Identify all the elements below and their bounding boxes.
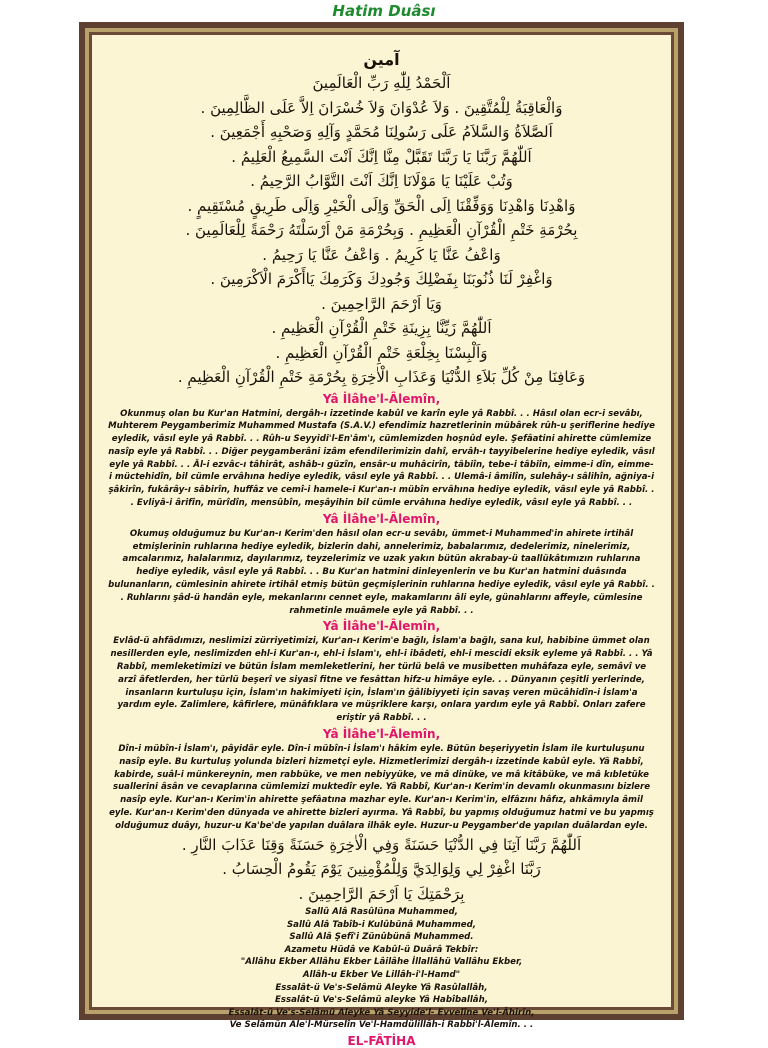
closing-line: Allâh-u Ekber Ve Lillâh-i'l-Hamd" xyxy=(302,970,461,981)
document-frame xyxy=(79,22,684,1048)
section-title: Yâ İlâhe'l-Âlemîn, xyxy=(322,619,441,634)
arabic-line: وَالْعَاقِبَةُ لِلْمُتَّقِينَ . وَلاَ عُدْوَانَ وَلاَ خُسْرَانَ اِلاَّ عَلَى الظَّالِمِينَ . xyxy=(200,98,563,117)
arabic-line: وَاعْفُ عَنَّا يَا كَرِيمُ . وَاعْفُ عَنَّا يَا رَحِيمُ . xyxy=(262,245,501,264)
section-title: Yâ İlâhe'l-Âlemîn, xyxy=(322,391,441,406)
section-title: Yâ İlâhe'l-Âlemîn, xyxy=(322,511,441,526)
closing-line: Sallû Alâ Şefî'i Zünûbünâ Muhammed. xyxy=(289,932,474,943)
arabic-line: وَيَا اَرْحَمَ الرَّاحِمِينَ . xyxy=(321,294,442,313)
arabic-line: وَاهْدِنَا وَاهْدِنَا وَوَفِّقْنَا اِلَى الْحَقِّ وَاِلَى الْخَيْرِ وَاِلَى طَرِيقٍ مُسْتَقِيمٍ . xyxy=(187,196,576,215)
fatiha-title: EL-FÂTİHA xyxy=(347,1034,416,1048)
arabic-line: اَلصَّلاَةُ وَالسَّلاَمُ عَلَى رَسُولِنَا مُحَمَّدٍ وَآلِهِ وَصَحْبِهِ أَجْمَعِينَ . xyxy=(210,123,553,141)
closing-line: Ve Selâmün Ale'l-Mürselîn Ve'l-Hamdülillâh-i Rabbi'l-Âlemîn. . . xyxy=(229,1020,534,1031)
document-content xyxy=(92,49,671,1048)
section-title: Yâ İlâhe'l-Âlemîn, xyxy=(322,727,441,742)
arabic-line: اَلْحَمْدُ لِلّٰهِ رَبِّ الْعَالَمِينَ xyxy=(312,74,451,92)
frame-inner-border xyxy=(89,32,674,1048)
prayer-paragraph: Okunmuş olan bu Kur'an Hatmini, dergâh-ı izzetinde kabûl ve karîn eyle yâ Rabbî. . . Hâsıl olan ecr-i sevâbı, Muhterem Peygamberimiz Muhammed Mustafa (S.A.V.) efendimiz hazretlerinin mübârek rûh-u şeriflerine hediye eyledik, vâsıl eyle yâ Rabbî. . . Rûh-u Seyyidi'l-En'âm'ı, cümlemizden hoşnûd eyle. Şefâatini ahirette cümlemize nasîp eyle yâ Rabbî. . . Diğer peygamberâni izâm efendilerimizin dahî, ervâh-ı tayyibelerine hediye eyledik, vâsıl eyle yâ Rabbî. . . Âl-i ezvâc-ı tâhirât, ashâb-ı güzîn, ensâr-u muhâcirîn, tâbiîn, tebe-i tâbiîn, eimme-i dîn, eimme-i müctehidîn, bil cümle ervâhına hediye eyledik, vâsıl eyle yâ Rabbî. . . Ulemâ-i âmilîn, sulehây-ı sâlihîn, ağniya-i şâkirîn, fukârây-ı sâbirîn, huffâz ve cemî-i hamele-i Kur'an-ı mübîn ervâhına hediye eyledik, vâsıl eyle yâ Rabbî. . . Evliyâ-i ârifîn, mürîdîn, mensûbîn, meşâyihin bil cümle ervâhına hediye eyledik, vâsıl eyle yâ Rabbî. . . xyxy=(108,408,655,509)
arabic-line: وَتُبْ عَلَيْنَا يَا مَوْلَانَا اِنَّكَ اَنْتَ التَّوَّابُ الرَّحِيمُ . xyxy=(250,172,513,190)
document-page xyxy=(92,35,671,1048)
arabic-line: بِرَحْمَتِكَ يَا اَرْحَمَ الرَّاحِمِينَ . xyxy=(298,884,465,903)
frame-gold-border xyxy=(85,28,678,1048)
arabic-line: وَاغْفِرْ لَنَا ذُنُوبَنَا بِفَضْلِكَ وَجُودِكَ وَكَرَمِكَ يَاأَكْرَمَ الْاَكْرَمِينَ . xyxy=(210,270,553,288)
arabic-line: اَللّٰهُمَّ رَبَّنَا آتِنَا فِي الدُّنْيَا حَسَنَةً وَفِي الْاٰخِرَةِ حَسَنَةً وَقِنَا عَذَابَ النَّارِ . xyxy=(181,835,582,854)
prayer-paragraph: Evlâd-ü ahfâdımızı, neslimizi zürriyetimizi, Kur'an-ı Kerim'e bağlı, İslam'a bağlı, sana kul, habibine ümmet olan nesillerden eyle, neslimizden ehl-i Kur'an-ı, ehl-i İslam'ı, ehl-i ibâdeti, ehl-i mescidi eksik eyleme yâ Rabbî. . . Yâ Rabbî, memleketimizi ve bütün İslam memleketlerini, her türlü belâ ve musibetten muhâfaza eyle, semâvî ve arzî âfetlerden, her türlü beşerî ve siyasî fitne ve fesâttan hifz-u himâye eyle. . . Dünyanın çeşitli yerlerinde, insanların kurtuluşu için, İslam'ın hakimiyeti için, İslam'ın ğâlibiyyeti için savaş veren mücâhidîn-i İslam'a yardım eyle. Zalimlere, kâfirlere, münâfıklara ve müşriklere karşı, onlara yardım eyle yâ Rabbî. Onları zafere eriştir yâ Rabbî. . . xyxy=(110,636,653,724)
arabic-line: وَاَلْبِسْنَا بِخِلْعَةِ خَتْمِ الْقُرْآنِ الْعَظِيمِ . xyxy=(275,343,488,362)
closing-line: "Allâhu Ekber Allâhu Ekber Lâilâhe İllallâhü Vallâhu Ekber, xyxy=(240,957,523,968)
arabic-line: وَعَافِنَا مِنْ كُلِّ بَلاَءِ الدُّنْيَا وَعَذَابِ الْاٰخِرَةِ بِحُرْمَةِ خَتْمِ الْقُرْآنِ الْعَظِيمِ . xyxy=(177,368,586,386)
header-title: Hatim Duâsı xyxy=(332,2,436,20)
prayer-paragraph: Okumuş olduğumuz bu Kur'an-ı Kerim'den hâsıl olan ecr-u sevâbı, ümmet-i Muhammed'in ahirete irtihâl etmişlerinin ruhlarına hediye eyledik, bizlerin dahi, annelerimiz, babalarımız, dedelerimiz, ninelerimiz, amcalarımız, halalarımız, dayılarımız, teyzelerimiz ve uzak yakın bütün akrabay-ü taallükâtımızın ruhlarına hediye eyledik, vâsıl eyle yâ Rabbî. . . Bu Kur'an hatmini dinleyenlerin ve bu Kur'an hatmini duâsında bulunanların, cümlesinin ahirete irtihâl etmiş bütün geçmişlerinin ruhlarına hediye eyledik, vâsıl eyle yâ Rabbî. . . Ruhlarını şâd-ü handân eyle, mekanlarını cennet eyle, makamlarını âli eyle, günahlarını affeyle, cümlesine rahmetinle muâmele eyle yâ Rabbî. . . xyxy=(108,528,655,616)
closing-line: Essalât-ü Ve's-Selâmü Aleyke Yâ Seyyide'l- Evvelîne Ve'l-Âhirîn, xyxy=(228,1007,535,1018)
closing-line: Sallû Alâ Rasûlüna Muhammed, xyxy=(305,907,458,918)
arabic-line: بِحُرْمَةِ خَتْمِ الْقُرْآنِ الْعَظِيمِ . وَبِحُرْمَةِ مَنْ اَرْسَلْتَهُ رَحْمَةً لِلْعَالَمِينَ . xyxy=(185,221,578,239)
arabic-line: رَبَّنَا اغْفِرْ لِي وَلِوَالِدَيَّ وَلِلْمُؤْمِنِينَ يَوْمَ يَقُومُ الْحِسَابُ . xyxy=(222,860,541,879)
arabic-line: اَللّٰهُمَّ زَيِّنَّا بِزِينَةِ خَتْمِ الْقُرْآنِ الْعَظِيمِ . xyxy=(271,319,492,337)
closing-line: Essalât-ü Ve's-Selâmü Aleyke Yâ Rasûlallâh, xyxy=(275,982,488,993)
closing-line: Azametu Hüdâ ve Kabûl-ü Duârâ Tekbîr: xyxy=(284,944,479,955)
prayer-paragraph: Dîn-i mübîn-i İslam'ı, pâyidâr eyle. Dîn-i mübîn-i İslam'ı hâkim eyle. Bütün beşeriyyetin İslam ile kurtuluşunu nasîp eyle. Bu kurtuluş yolunda bizleri hizmetçi eyle. Hizmetlerimizi dergâh-ı izzetinde kabûl eyle. Yâ Rabbî, kabirde, suâl-i münkereynin, men rabbüke, ve men nebiyyüke, ve mâ dinüke, ve mâ kitâbüke, ve mâ kıbletüke suallerini âsân ve cevaplarına cümlemizi muktedîr eyle. Yâ Rabbî, Kur'an-ı Kerim'in devamlı okunmasını bizlere nasîp eyle. Kur'an-ı Kerim'in ahirette şefâatına mazhar eyle. Kur'an-ı Kerim'in, elfâzını hâfız, ahkâmıyla âmil eyle. Kur'an-ı Kerim'den dünyada ve ahirette bizleri ayırma. Yâ Rabbî, bu yapmış olduğumuz hatmi ve bu yapmış olduğumuz duâyı, huzur-u Ka'be'de yapılan duâlara ilhâk eyle. Huzur-u Peygamber'de yapılan duâlardan eyle. xyxy=(109,744,654,831)
closing-salutations xyxy=(92,906,671,1032)
arabic-prayer-block-2 xyxy=(92,833,671,907)
closing-line: Essalât-ü Ve's-Selâmü aleyke Yâ Habîballâh, xyxy=(275,995,488,1006)
arabic-prayer-block-1 xyxy=(92,71,671,390)
closing-line: Sallû Alâ Tabîb-i Kulûbünâ Muhammed, xyxy=(286,919,477,930)
amin-heading: آمين xyxy=(363,50,400,69)
arabic-line: اَللّٰهُمَّ رَبَّنَا يَا رَبَّنَا تَقَبَّلْ مِنَّا اِنَّكَ اَنْتَ السَّمِيعُ الْعَلِيمُ . xyxy=(231,147,532,166)
